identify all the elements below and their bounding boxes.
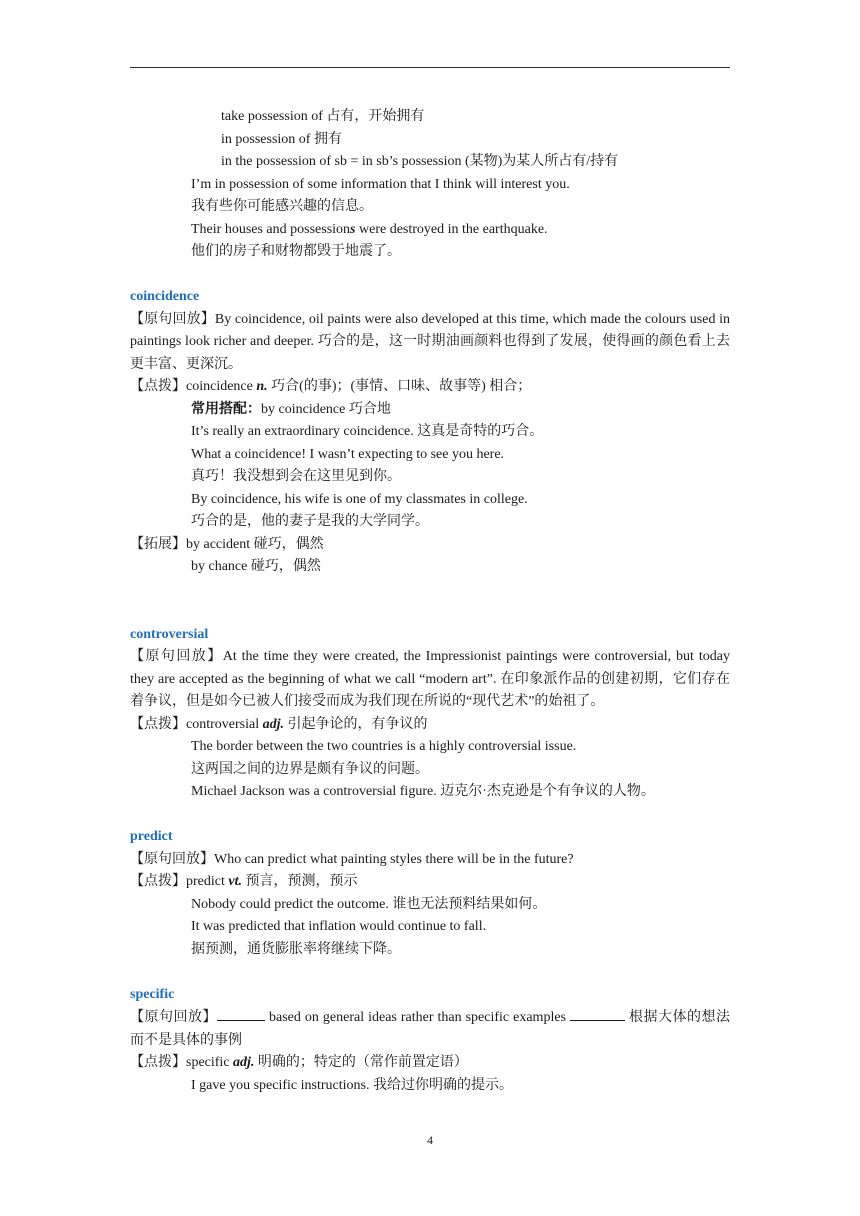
emphasis-letter: s bbox=[350, 221, 356, 237]
header-rule bbox=[130, 67, 730, 68]
example-text: were destroyed in the earthquake. bbox=[355, 221, 548, 237]
part-of-speech: vt. bbox=[228, 874, 242, 889]
example-sentence: Nobody could predict the outcome. 谁也无法预料结果如何。 bbox=[191, 896, 547, 912]
extension-label: 【拓展】 bbox=[130, 536, 186, 552]
example-translation: 这两国之间的边界是颇有争议的问题。 bbox=[191, 761, 429, 777]
phrase-line: take possession of 占有，开始拥有 bbox=[221, 109, 425, 124]
original-text: By coincidence, oil paints were also developed at this time, which made the colours used in paintings look richer and deeper. 巧合的是，这一时期油画颜料也得到了发展，使得画的颜色看上去更丰富、更深沉。 bbox=[130, 311, 731, 372]
original-translation: 根据大体的想法而不是具体的事例 bbox=[130, 1010, 731, 1048]
original-label: 【原句回放】 bbox=[130, 311, 215, 327]
example-sentence: I’m in possession of some information that I think will interest you. bbox=[191, 176, 570, 192]
fill-blank[interactable] bbox=[217, 1006, 265, 1021]
original-sentence bbox=[130, 646, 730, 714]
original-label: 【原句回放】 bbox=[130, 649, 223, 664]
example-translation: 他们的房子和财物都毁于地震了。 bbox=[191, 244, 401, 259]
tip-line bbox=[130, 871, 730, 894]
vocab-heading-predict: predict bbox=[130, 829, 173, 844]
original-label: 【原句回放】 bbox=[130, 851, 214, 867]
tip-word: specific bbox=[186, 1055, 234, 1070]
example-sentence: Michael Jackson was a controversial figure. 迈克尔·杰克逊是个有争议的人物。 bbox=[191, 784, 655, 799]
original-sentence bbox=[130, 1006, 730, 1052]
page-content bbox=[130, 106, 730, 1097]
original-label: 【原句回放】 bbox=[130, 1010, 218, 1025]
page-number: 4 bbox=[427, 1133, 433, 1147]
tip-word: controversial bbox=[186, 716, 263, 732]
example-translation: 巧合的是，他的妻子是我的大学同学。 bbox=[191, 514, 429, 529]
original-text: At the time they were created, the Impressionist paintings were controversial, but today they are accepted as the beginning of what we call “modern art”. 在印象派作品的创建初期，它们存在着争议，但是如今已被人们接受而成为我们现在所说的“现代艺术”的始祖了。 bbox=[130, 649, 730, 709]
tip-label: 【点拨】 bbox=[130, 1055, 186, 1070]
tip-label: 【点拨】 bbox=[130, 379, 186, 394]
example-sentence: I gave you specific instructions. 我给过你明确的提示。 bbox=[191, 1077, 513, 1093]
example-sentence: By coincidence, his wife is one of my classmates in college. bbox=[191, 491, 528, 507]
example-sentence: It’s really an extraordinary coincidence. 这真是奇特的巧合。 bbox=[191, 424, 544, 439]
example-sentence bbox=[130, 219, 730, 242]
example-text: Their houses and possession bbox=[191, 221, 351, 237]
collocation-text: by coincidence 巧合地 bbox=[261, 401, 391, 417]
tip-meaning: 预言，预测，预示 bbox=[241, 874, 358, 889]
example-translation: 我有些你可能感兴趣的信息。 bbox=[191, 199, 373, 214]
tip-meaning: 引起争论的，有争议的 bbox=[283, 716, 428, 732]
collocation-line bbox=[130, 399, 730, 422]
tip-meaning: 巧合(的事)；(事情、口味、故事等) 相合； bbox=[267, 379, 532, 394]
example-translation: 据预测，通货膨胀率将继续下降。 bbox=[191, 941, 401, 957]
extension-item: by accident 碰巧，偶然 bbox=[186, 536, 324, 552]
vocab-heading-specific: specific bbox=[130, 986, 175, 1002]
tip-label: 【点拨】 bbox=[130, 874, 186, 889]
example-sentence: The border between the two countries is a highly controversial issue. bbox=[191, 739, 577, 754]
phrase-line: in the possession of sb = in sb’s possession (某物)为某人所占有/持有 bbox=[221, 154, 619, 169]
extension-line bbox=[130, 534, 730, 557]
tip-label: 【点拨】 bbox=[130, 716, 186, 732]
vocab-heading-coincidence: coincidence bbox=[130, 289, 200, 304]
tip-word: predict bbox=[186, 874, 229, 889]
vocab-heading-controversial: controversial bbox=[130, 626, 209, 642]
tip-line bbox=[130, 1052, 730, 1075]
part-of-speech: n. bbox=[256, 379, 268, 394]
original-text: Who can predict what painting styles there will be in the future? bbox=[214, 851, 574, 867]
original-sentence bbox=[130, 849, 730, 872]
extension-item: by chance 碰巧，偶然 bbox=[191, 559, 321, 574]
tip-meaning: 明确的；特定的（常作前置定语） bbox=[254, 1055, 468, 1070]
phrase-line: in possession of 拥有 bbox=[221, 131, 342, 147]
fill-blank[interactable] bbox=[570, 1006, 625, 1021]
tip-line bbox=[130, 714, 730, 737]
example-translation: 真巧！我没想到会在这里见到你。 bbox=[191, 469, 401, 484]
part-of-speech: adj. bbox=[233, 1055, 255, 1070]
tip-line bbox=[130, 376, 730, 399]
tip-word: coincidence bbox=[186, 379, 257, 394]
example-sentence: What a coincidence! I wasn’t expecting to see you here. bbox=[191, 446, 505, 462]
collocation-label: 常用搭配： bbox=[191, 401, 261, 417]
part-of-speech: adj. bbox=[262, 716, 284, 732]
original-text: based on general ideas rather than specific examples bbox=[265, 1010, 571, 1025]
original-sentence bbox=[130, 309, 730, 377]
example-sentence: It was predicted that inflation would continue to fall. bbox=[191, 919, 487, 934]
